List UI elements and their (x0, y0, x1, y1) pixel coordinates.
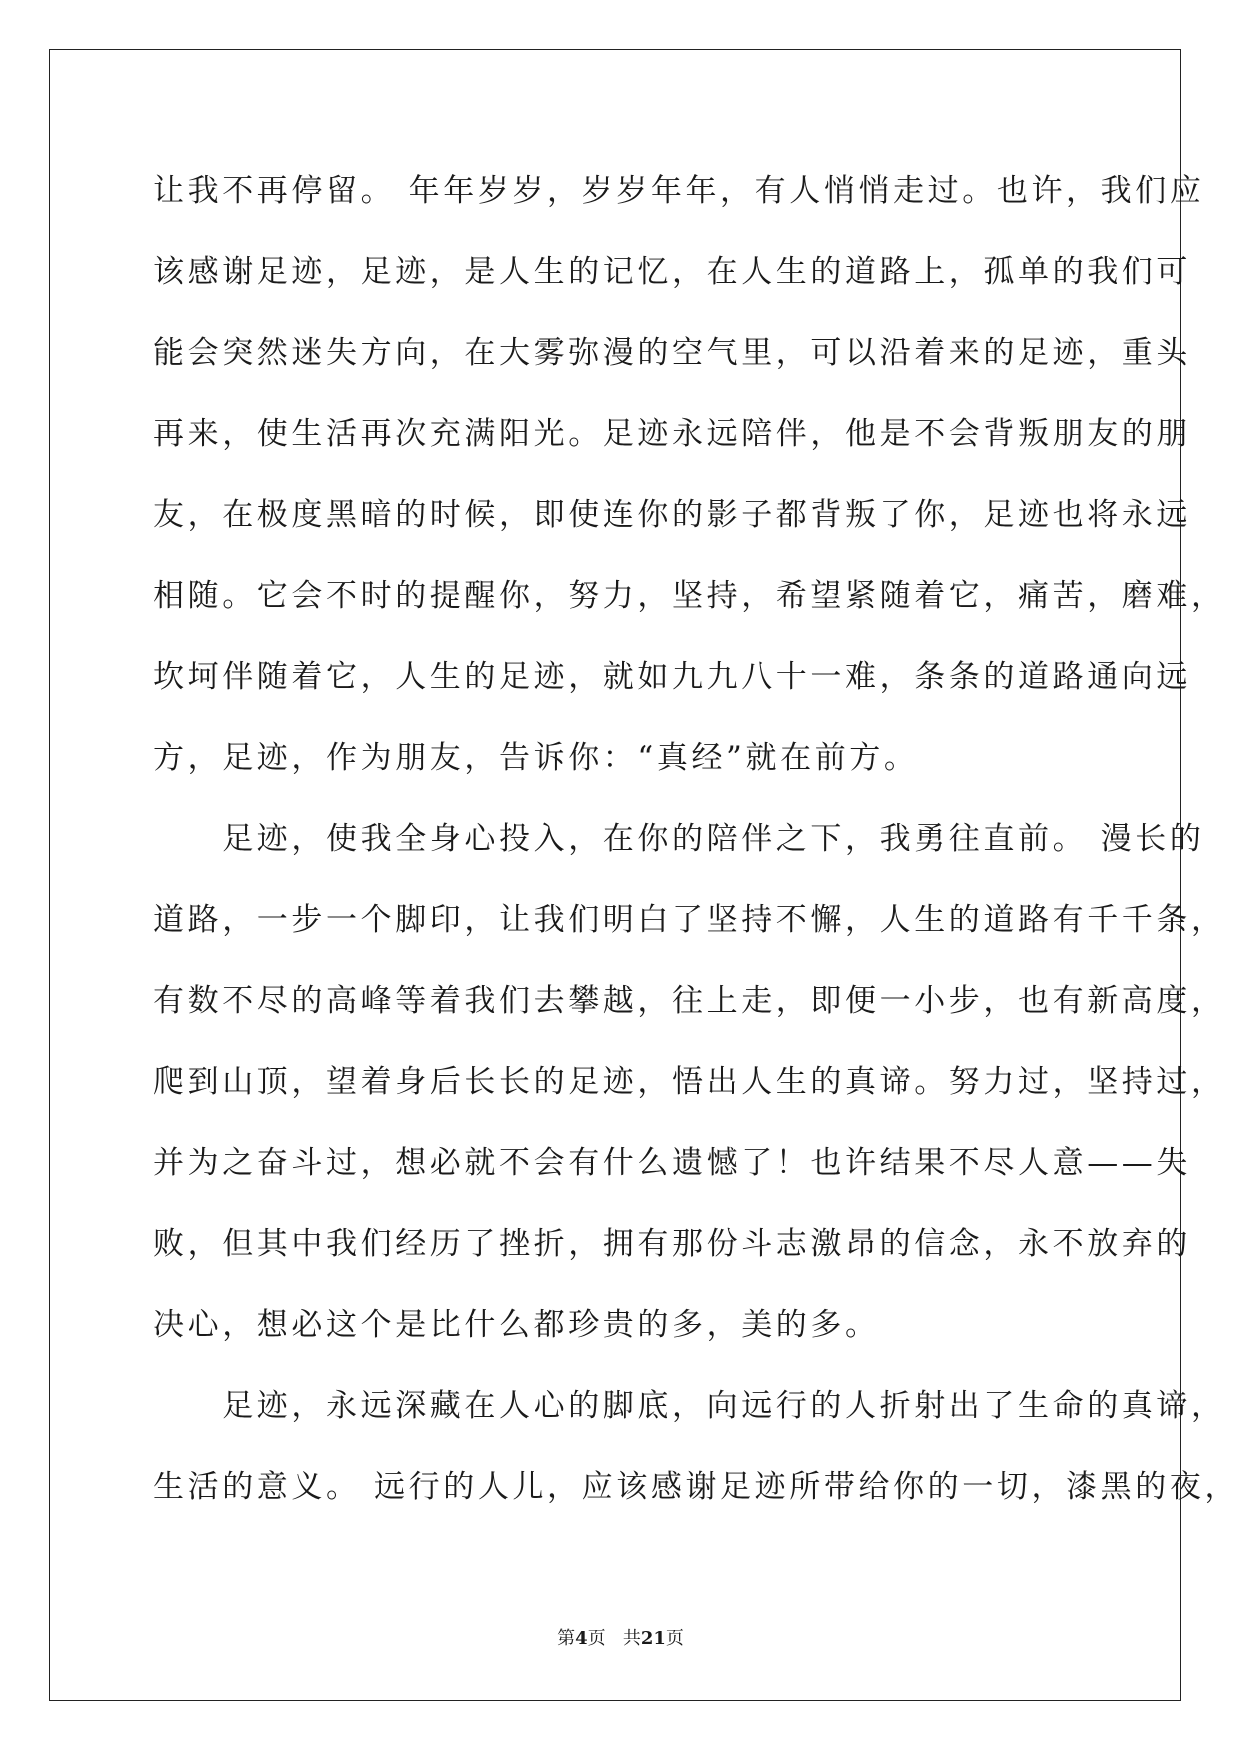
total-prefix: 共 (622, 1628, 641, 1649)
text-line: 有数不尽的高峰等着我们去攀越，往上走，即便一小步，也有新高度， (153, 983, 1226, 1019)
text-line: 能会突然迷失方向，在大雾弥漫的空气里，可以沿着来的足迹，重头 (153, 335, 1191, 371)
text-line: 并为之奋斗过，想必就不会有什么遗憾了！也许结果不尽人意——失 (153, 1145, 1191, 1181)
text-line: 生活的意义。 远行的人儿，应该感谢足迹所带给你的一切，漆黑的夜， (153, 1469, 1240, 1505)
text-line: 相随。它会不时的提醒你，努力，坚持，希望紧随着它，痛苦，磨难， (153, 578, 1226, 614)
text-line: 决心，想必这个是比什么都珍贵的多，美的多。 (153, 1307, 880, 1343)
total-pages: 21 (640, 1628, 666, 1649)
text-line: 败，但其中我们经历了挫折，拥有那份斗志激昂的信念，永不放弃的 (153, 1226, 1191, 1262)
current-page: 4 (575, 1628, 588, 1649)
text-line: 友，在极度黑暗的时候，即使连你的影子都背叛了你，足迹也将永远 (153, 497, 1191, 533)
text-line: 该感谢足迹，足迹，是人生的记忆，在人生的道路上，孤单的我们可 (153, 254, 1191, 290)
page-prefix: 第 (557, 1628, 576, 1649)
text-line: 足迹，永远深藏在人心的脚底，向远行的人折射出了生命的真谛， (153, 1388, 1226, 1424)
page-suffix: 页 (587, 1628, 606, 1649)
page-number (0, 1627, 1241, 1651)
text-line: 足迹，使我全身心投入，在你的陪伴之下，我勇往直前。 漫长的 (153, 821, 1205, 857)
text-line: 爬到山顶，望着身后长长的足迹，悟出人生的真谛。努力过，坚持过， (153, 1064, 1226, 1100)
text-line: 道路，一步一个脚印，让我们明白了坚持不懈，人生的道路有千千条， (153, 902, 1226, 938)
text-line: 让我不再停留。 年年岁岁，岁岁年年，有人悄悄走过。也许，我们应 (153, 173, 1205, 209)
text-line: 坎坷伴随着它，人生的足迹，就如九九八十一难，条条的道路通向远 (153, 659, 1191, 695)
total-suffix: 页 (665, 1628, 684, 1649)
page-frame (49, 49, 1181, 1701)
text-line: 方，足迹，作为朋友，告诉你：“真经”就在前方。 (153, 740, 919, 776)
text-line: 再来，使生活再次充满阳光。足迹永远陪伴，他是不会背叛朋友的朋 (153, 416, 1191, 452)
